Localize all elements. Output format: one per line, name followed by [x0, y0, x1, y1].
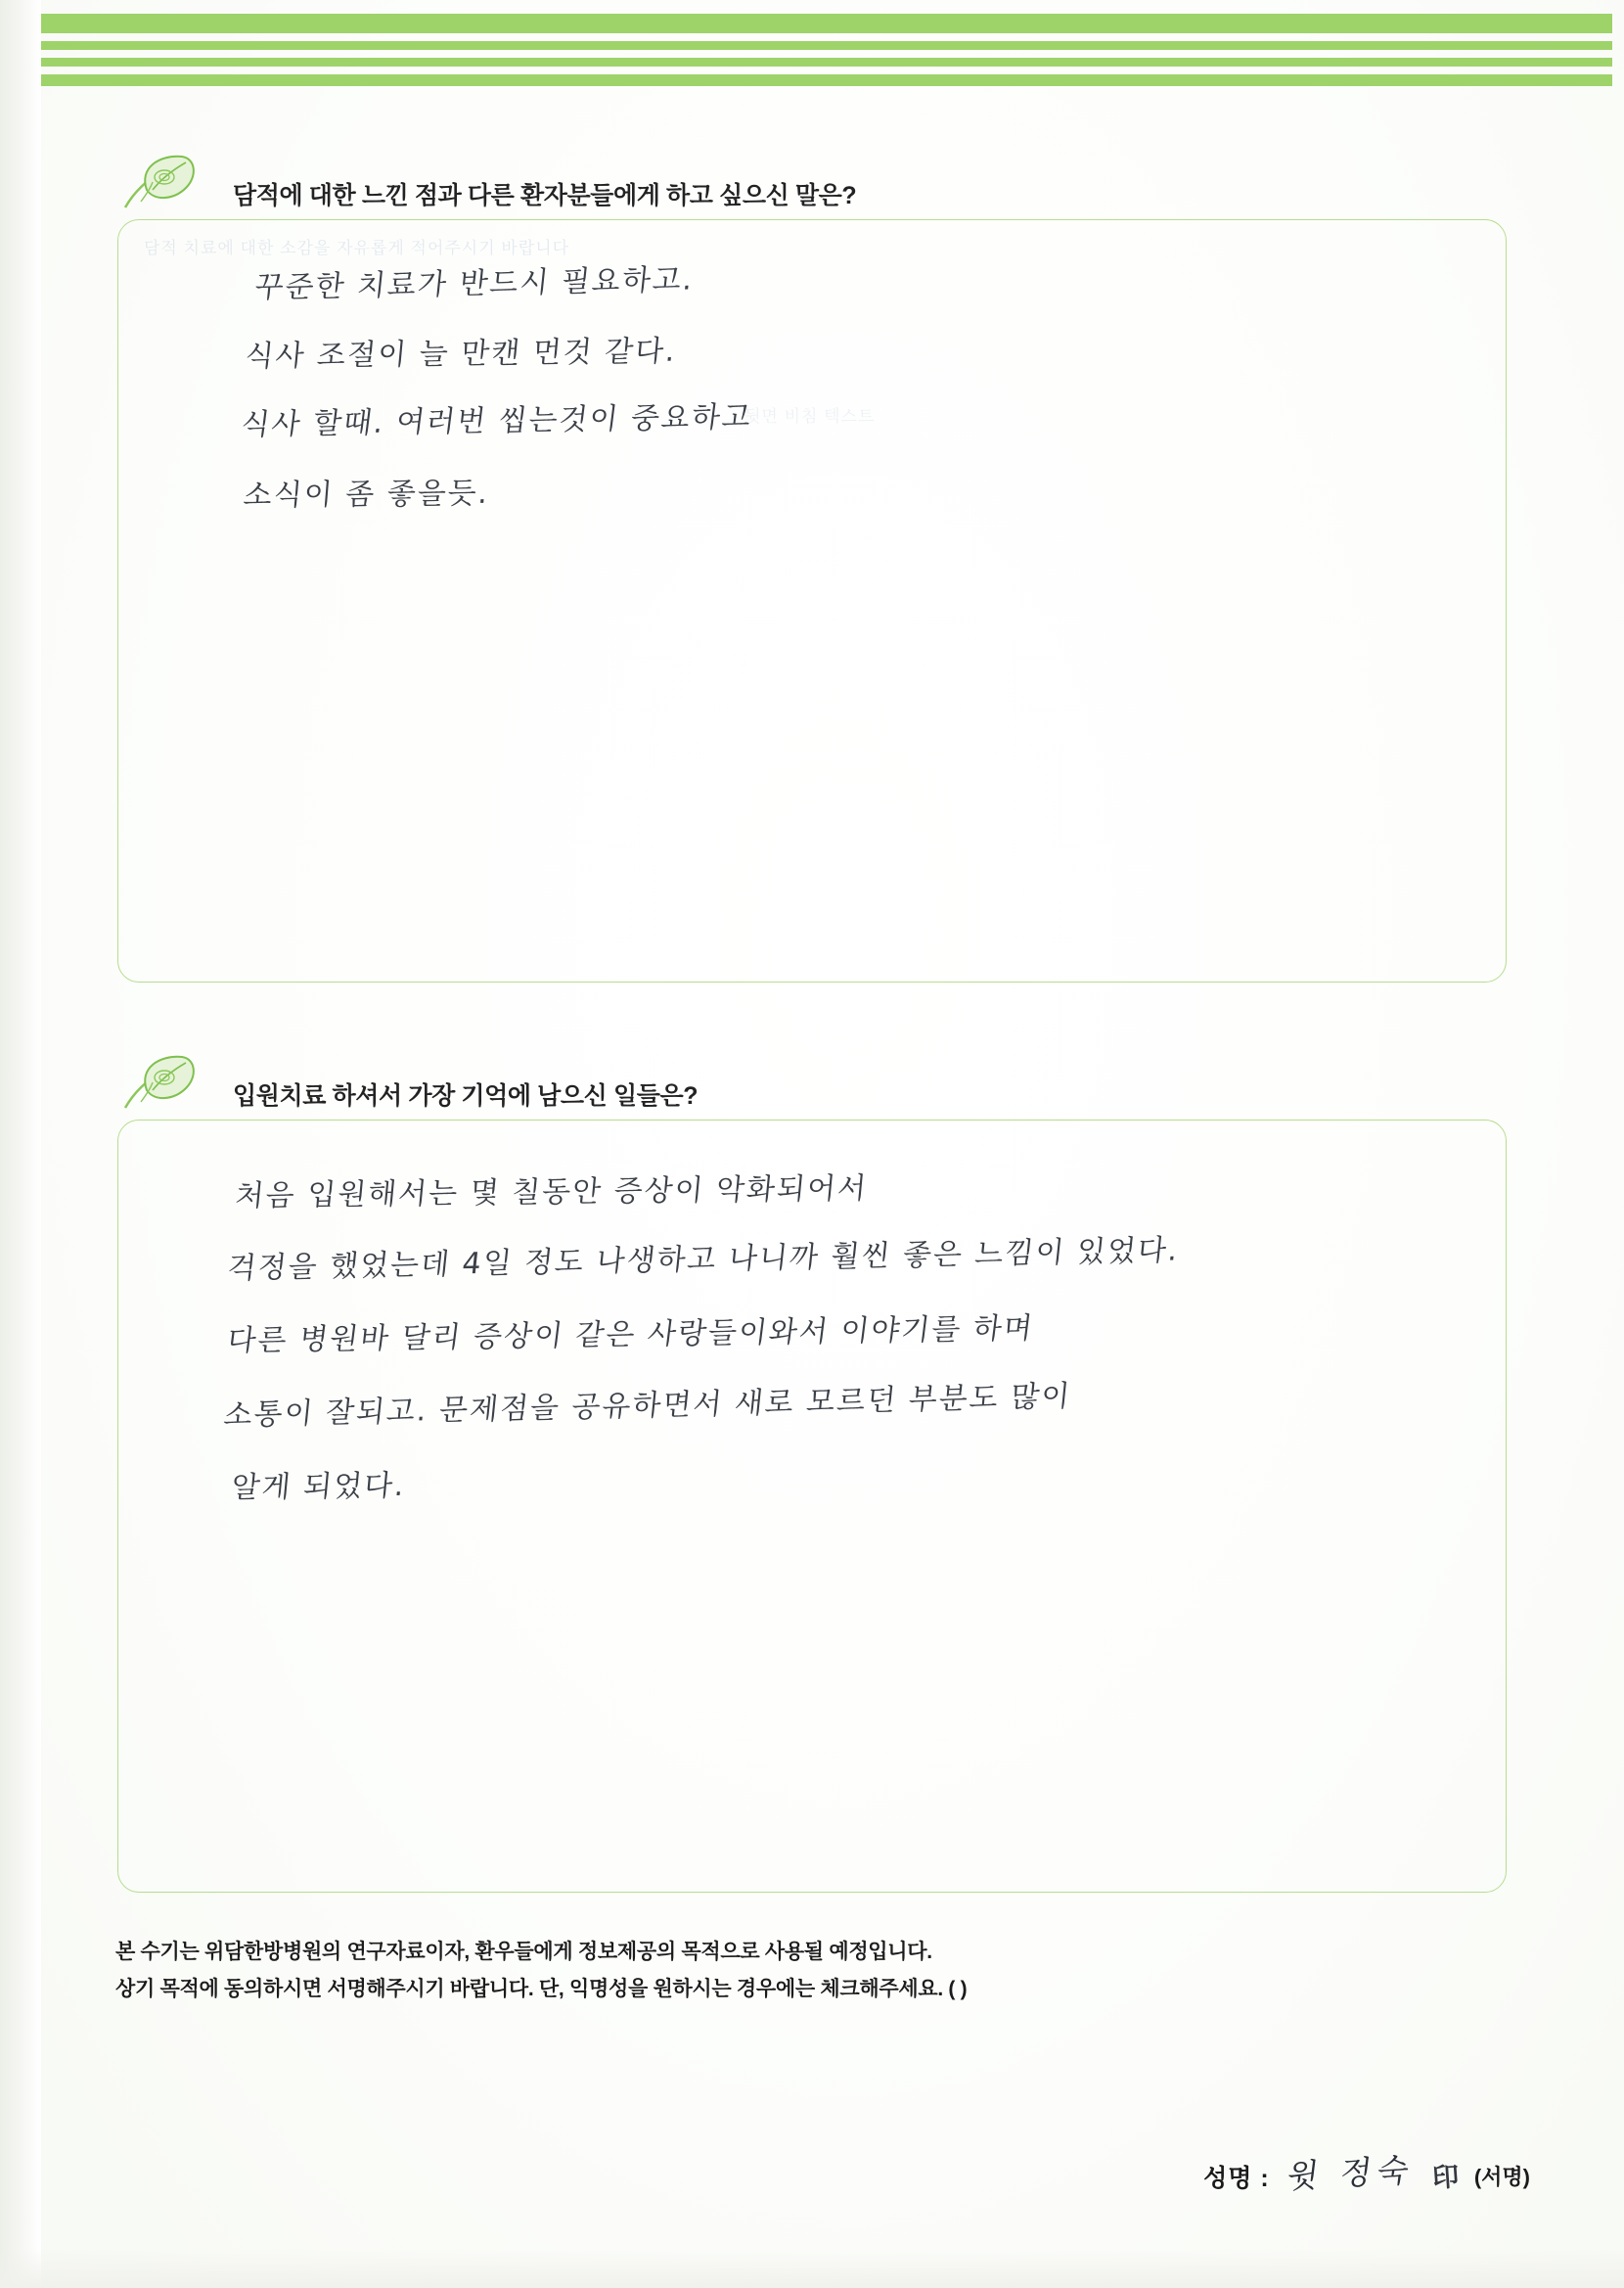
scan-edge-left — [0, 0, 41, 2288]
handwriting-line: 식사 조절이 늘 만캔 먼것 같다. — [244, 334, 679, 375]
header-bar-2 — [41, 41, 1612, 50]
handwriting-line: 식사 할때. 여러번 씹는것이 중요하고 — [239, 399, 755, 443]
handwriting-line: 소식이 좀 좋을듯. — [242, 476, 491, 514]
header-bar-1 — [41, 14, 1612, 33]
handwriting-line: 다른 병원바 달리 증상이 같은 사랑들이와서 이야기를 하며 — [225, 1311, 1036, 1359]
handwriting-line: 소통이 잘되고. 문제점을 공유하면서 새로 모르던 부분도 많이 — [221, 1379, 1073, 1434]
section-question-1 — [117, 166, 1507, 983]
question-1-text: 담적에 대한 느낀 점과 다른 환자분들에게 하고 싶으신 말은? — [233, 182, 857, 209]
leaf-icon — [117, 1051, 202, 1114]
handwriting-line: 꾸준한 치료가 반드시 필요하고. — [252, 262, 697, 306]
header-bar-4 — [41, 74, 1612, 86]
footer-line-2[interactable]: 상기 목적에 동의하시면 서명해주시기 바랍니다. 단, 익명성을 원하시는 경우에는 체크해주세요. ( ) — [115, 1978, 968, 2000]
header-bar-3 — [41, 58, 1612, 67]
ghost-line-2: 뒷면 비침 텍스트 — [744, 407, 876, 426]
question-2-text: 입원치료 하셔서 가장 기억에 남으신 일들은? — [233, 1082, 699, 1110]
footer-consent-note — [115, 1934, 1485, 2008]
answer-area-1[interactable] — [117, 219, 1507, 983]
signature-handwritten-name: 윗 정숙 — [1285, 2150, 1417, 2196]
handwriting-line: 걱정을 했었는데 4일 정도 나생하고 나니까 훨씬 좋은 느낌이 있었다. — [225, 1233, 1182, 1287]
scan-edge-bottom — [0, 2249, 1624, 2288]
answer-area-2[interactable] — [117, 1120, 1507, 1893]
footer-line-1: 본 수기는 위담한방병원의 연구자료이자, 환우들에게 정보제공의 목적으로 사용될 예정입니다. — [115, 1941, 932, 1963]
question-2-heading — [117, 1067, 1507, 1120]
handwriting-line: 알게 되었다. — [230, 1468, 408, 1506]
signature-stamp: 印 — [1430, 2162, 1459, 2194]
ghost-line-1: 담적 치료에 대한 소감을 자유롭게 적어주시기 바랍니다 — [144, 239, 570, 257]
signature-row — [1203, 2148, 1530, 2194]
question-1-heading — [117, 166, 1507, 219]
signature-label: 성명 : — [1203, 2165, 1270, 2192]
signature-suffix: (서명) — [1473, 2165, 1530, 2189]
handwriting-line: 처음 입원해서는 몇 칠동안 증상이 악화되어서 — [234, 1171, 870, 1214]
header-decorative-bars — [41, 14, 1612, 94]
leaf-icon — [117, 151, 202, 213]
section-question-2 — [117, 1067, 1507, 1893]
